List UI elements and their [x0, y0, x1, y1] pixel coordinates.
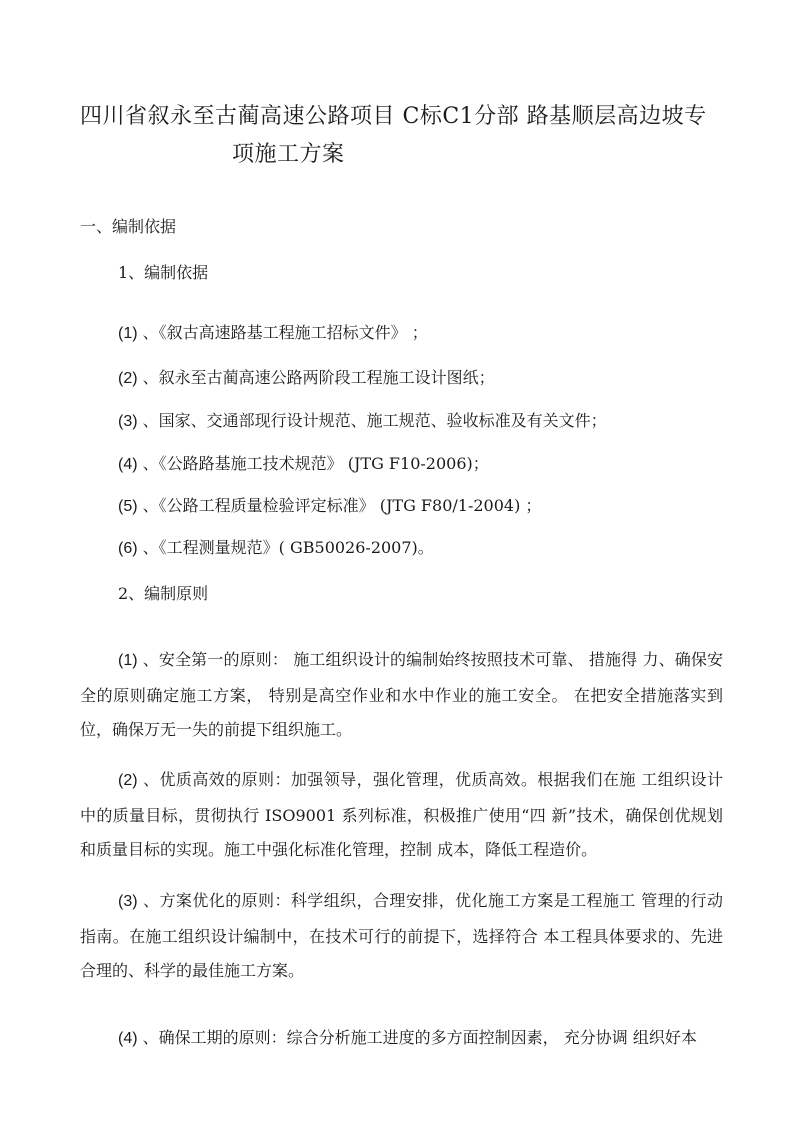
item-number: (2)	[118, 370, 138, 387]
title-line-1: 四川省叙永至古蔺高速公路项目 C标C1分部 路基顺层高边坡专	[80, 104, 707, 129]
item-text: 、《公路路基施工技术规范》 (JTG F10-2006)；	[137, 454, 489, 473]
item-number: (3)	[118, 893, 138, 910]
title-line-2: 项施工方案	[232, 142, 345, 167]
item-text: 、《工程测量规范》( GB50026-2007)。	[137, 538, 434, 557]
item-number: (1)	[118, 325, 138, 342]
paragraph-text: 、安全第一的原则： 施工组织设计的编制始终按照技术可靠、 措施得 力、确保安全的原则确定施工方案， 特别是高空作业和水中作业的施工安全。 在把安全措施落实到位，确保万无一失的前提下组织施工。	[80, 650, 723, 739]
subsection-heading-basis: 1、编制依据	[118, 263, 209, 282]
principle-paragraph	[80, 884, 723, 989]
item-text: 、《公路工程质量检验评定标准》 (JTG F80/1-2004) ；	[137, 496, 542, 515]
basis-item	[118, 453, 489, 476]
principle-paragraph	[80, 763, 723, 868]
item-number: (1)	[118, 652, 138, 669]
item-number: (2)	[118, 772, 138, 789]
paragraph-text: 、确保工期的原则：综合分析施工进度的多方面控制因素， 充分协调 组织好本	[137, 1028, 697, 1047]
principle-paragraph	[80, 1021, 723, 1057]
item-number: (3)	[118, 413, 138, 430]
paragraph-text: 、优质高效的原则：加强领导，强化管理，优质高效。根据我们在施 工组织设计中的质量目标，贯彻执行 ISO9001 系列标准，积极推广使用“四 新”技术，确保创优规划和质量目标的实现。施工中强化标准化管理，控制 成本，降低工程造价。	[80, 770, 723, 859]
document-title	[80, 98, 740, 174]
item-number: (4)	[118, 1030, 138, 1047]
item-number: (5)	[118, 498, 138, 515]
item-text: 、叙永至古蔺高速公路两阶段工程施工设计图纸；	[137, 368, 495, 387]
section-heading-basis: 一、编制依据	[80, 217, 177, 236]
basis-item	[118, 322, 428, 345]
item-text: 、国家、交通部现行设计规范、施工规范、验收标准及有关文件；	[137, 411, 607, 430]
item-number: (4)	[118, 456, 138, 473]
subsection-heading-principles: 2、编制原则	[118, 584, 209, 603]
basis-item	[118, 410, 607, 433]
basis-item	[118, 537, 434, 560]
item-text: 、《叙古高速路基工程施工招标文件》 ；	[137, 323, 428, 342]
paragraph-text: 、方案优化的原则：科学组织，合理安排，优化施工方案是工程施工 管理的行动指南。在施工组织设计编制中，在技术可行的前提下，选择符合 本工程具体要求的、先进合理的、科学的最佳施工方案。	[80, 891, 723, 980]
principle-paragraph	[80, 643, 723, 748]
basis-item	[118, 367, 495, 390]
basis-item	[118, 495, 541, 518]
item-number: (6)	[118, 540, 138, 557]
